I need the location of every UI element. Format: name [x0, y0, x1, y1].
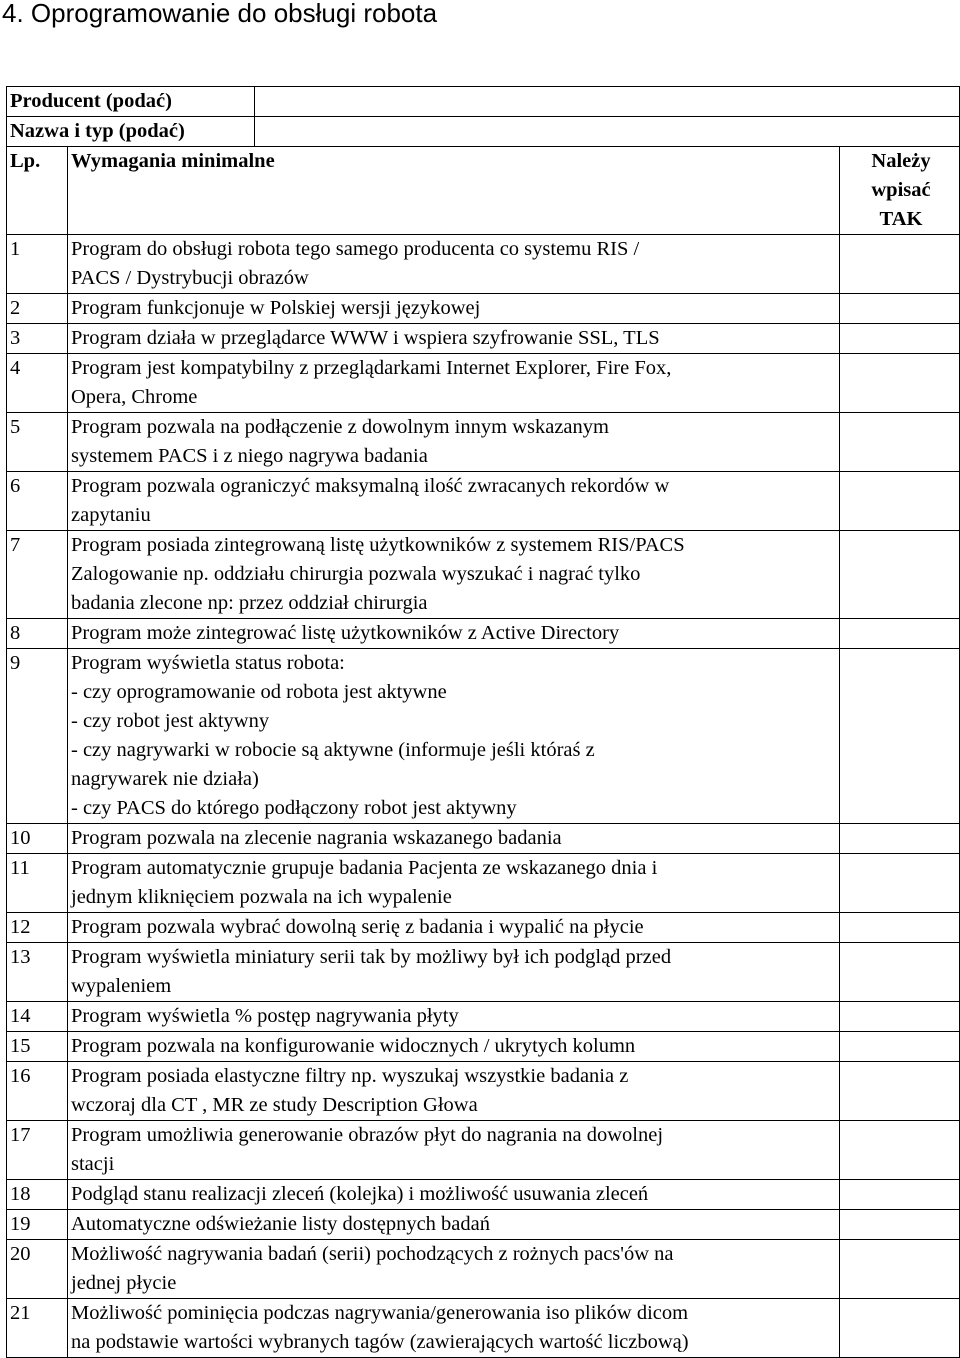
- table-row: [7, 1299, 960, 1358]
- requirement-line: jednym kliknięciem pozwala na ich wypalenie: [71, 886, 452, 908]
- name-type-value-cell[interactable]: [255, 117, 959, 146]
- row-number: 18: [7, 1180, 68, 1210]
- row-number: 6: [7, 472, 68, 531]
- row-number: 12: [7, 913, 68, 943]
- requirement-text: [68, 824, 840, 854]
- requirement-line: Program wyświetla miniatury serii tak by możliwy był ich podgląd przed: [71, 946, 672, 968]
- answer-cell[interactable]: [840, 943, 960, 1002]
- requirement-line: Program wyświetla % postęp nagrywania płyty: [71, 1005, 459, 1027]
- column-header-requirements: Wymagania minimalne: [68, 147, 840, 235]
- requirement-line: badania zlecone np: przez oddział chirurgia: [71, 592, 428, 614]
- requirement-line: stacji: [71, 1153, 115, 1175]
- row-number: 10: [7, 824, 68, 854]
- answer-cell[interactable]: [840, 413, 960, 472]
- answer-cell[interactable]: [840, 235, 960, 294]
- row-number: 16: [7, 1062, 68, 1121]
- answer-cell[interactable]: [840, 1180, 960, 1210]
- name-type-row-wrapper: [7, 117, 960, 147]
- table-row: [7, 649, 960, 824]
- producer-label: Producent (podać): [7, 87, 255, 116]
- answer-cell[interactable]: [840, 1002, 960, 1032]
- requirement-line: Program posiada elastyczne filtry np. wyszukaj wszystkie badania z: [71, 1065, 629, 1087]
- requirement-line: Program umożliwia generowanie obrazów płyt do nagrania na dowolnej: [71, 1124, 664, 1146]
- requirement-line: Program pozwala wybrać dowolną serię z badania i wypalić na płycie: [71, 916, 644, 938]
- answer-cell[interactable]: [840, 1240, 960, 1299]
- requirement-line: Program funkcjonuje w Polskiej wersji językowej: [71, 297, 481, 319]
- answer-cell[interactable]: [840, 531, 960, 619]
- answer-cell[interactable]: [840, 913, 960, 943]
- requirement-line: Zalogowanie np. oddziału chirurgia pozwala wyszukać i nagrać tylko: [71, 563, 641, 585]
- table-row: [7, 1180, 960, 1210]
- answer-cell[interactable]: [840, 472, 960, 531]
- table-row: [7, 1240, 960, 1299]
- requirements-table: [6, 86, 960, 1358]
- requirement-text: [68, 619, 840, 649]
- producer-row: [7, 87, 960, 117]
- requirement-text: [68, 235, 840, 294]
- answer-cell[interactable]: [840, 619, 960, 649]
- table-row: [7, 913, 960, 943]
- answer-cell[interactable]: [840, 1032, 960, 1062]
- requirement-line: Program może zintegrować listę użytkowników z Active Directory: [71, 622, 620, 644]
- answer-cell[interactable]: [840, 824, 960, 854]
- producer-row-layout: [7, 87, 959, 116]
- name-type-row: [7, 117, 960, 147]
- column-header-answer-line: wpisać: [871, 179, 931, 201]
- requirement-text: [68, 1121, 840, 1180]
- row-number: 21: [7, 1299, 68, 1358]
- answer-cell[interactable]: [840, 324, 960, 354]
- table-row: [7, 619, 960, 649]
- requirement-line: Program pozwala na podłączenie z dowolnym innym wskazanym: [71, 416, 609, 438]
- requirement-text: [68, 854, 840, 913]
- requirement-line: wczoraj dla CT , MR ze study Description Głowa: [71, 1094, 478, 1116]
- answer-cell[interactable]: [840, 854, 960, 913]
- producer-row-wrapper: [7, 87, 960, 117]
- answer-cell[interactable]: [840, 1299, 960, 1358]
- row-number: 13: [7, 943, 68, 1002]
- requirement-line: Program automatycznie grupuje badania Pacjenta ze wskazanego dnia i: [71, 857, 658, 879]
- requirement-line: wypaleniem: [71, 975, 172, 997]
- table-row: [7, 235, 960, 294]
- requirement-line: Program działa w przeglądarce WWW i wspiera szyfrowanie SSL, TLS: [71, 327, 660, 349]
- column-header-answer-line: TAK: [879, 208, 923, 230]
- table-row: [7, 354, 960, 413]
- answer-cell[interactable]: [840, 1210, 960, 1240]
- producer-value-cell[interactable]: [255, 87, 959, 116]
- row-number: 8: [7, 619, 68, 649]
- table-row: [7, 1121, 960, 1180]
- answer-cell[interactable]: [840, 354, 960, 413]
- table-row: [7, 1210, 960, 1240]
- requirements-table-body: [7, 87, 960, 1358]
- row-number: 11: [7, 854, 68, 913]
- requirement-line: PACS / Dystrybucji obrazów: [71, 267, 309, 289]
- requirement-line: Program do obsługi robota tego samego producenta co systemu RIS /: [71, 238, 640, 260]
- answer-cell[interactable]: [840, 649, 960, 824]
- requirement-line: Program pozwala na konfigurowanie widocznych / ukrytych kolumn: [71, 1035, 636, 1057]
- row-number: 17: [7, 1121, 68, 1180]
- column-header-lp: Lp.: [7, 147, 68, 235]
- column-header-row: [7, 147, 960, 235]
- requirement-line: na podstawie wartości wybranych tagów (zawierających wartość liczbową): [71, 1331, 689, 1353]
- requirement-text: [68, 1210, 840, 1240]
- requirement-text: [68, 413, 840, 472]
- requirement-line: - czy nagrywarki w robocie są aktywne (informuje jeśli któraś z: [71, 739, 595, 761]
- table-row: [7, 324, 960, 354]
- requirement-text: [68, 1032, 840, 1062]
- requirement-text: [68, 1062, 840, 1121]
- requirement-line: Automatyczne odświeżanie listy dostępnych badań: [71, 1213, 490, 1235]
- name-type-label: Nazwa i typ (podać): [7, 117, 255, 146]
- table-row: [7, 294, 960, 324]
- requirement-line: Opera, Chrome: [71, 386, 198, 408]
- row-number: 14: [7, 1002, 68, 1032]
- requirement-text: [68, 913, 840, 943]
- row-number: 5: [7, 413, 68, 472]
- requirement-text: [68, 354, 840, 413]
- answer-cell[interactable]: [840, 1121, 960, 1180]
- answer-cell[interactable]: [840, 294, 960, 324]
- row-number: 1: [7, 235, 68, 294]
- table-row: [7, 472, 960, 531]
- requirement-text: [68, 1180, 840, 1210]
- producer-row-layout: [7, 117, 959, 146]
- row-number: 9: [7, 649, 68, 824]
- requirement-text: [68, 531, 840, 619]
- row-number: 2: [7, 294, 68, 324]
- requirement-text: [68, 294, 840, 324]
- row-number: 4: [7, 354, 68, 413]
- requirement-line: zapytaniu: [71, 504, 151, 526]
- table-row: [7, 824, 960, 854]
- requirement-line: Program pozwala na zlecenie nagrania wskazanego badania: [71, 827, 562, 849]
- row-number: 7: [7, 531, 68, 619]
- column-header-answer-line: Należy: [871, 150, 931, 172]
- requirement-line: jednej płycie: [71, 1272, 177, 1294]
- table-row: [7, 1062, 960, 1121]
- requirement-line: Możliwość nagrywania badań (serii) pochodzących z rożnych pacs'ów na: [71, 1243, 674, 1265]
- requirement-text: [68, 649, 840, 824]
- row-number: 3: [7, 324, 68, 354]
- requirement-text: [68, 1240, 840, 1299]
- table-row: [7, 413, 960, 472]
- column-header-answer: [840, 147, 960, 235]
- row-number: 20: [7, 1240, 68, 1299]
- answer-cell[interactable]: [840, 1062, 960, 1121]
- requirement-line: - czy robot jest aktywny: [71, 710, 270, 732]
- requirement-text: [68, 1299, 840, 1358]
- requirement-line: Program wyświetla status robota:: [71, 652, 345, 674]
- requirement-line: Możliwość pominięcia podczas nagrywania/generowania iso plików dicom: [71, 1302, 689, 1324]
- requirement-line: - czy oprogramowanie od robota jest aktywne: [71, 681, 447, 703]
- requirement-line: Program posiada zintegrowaną listę użytkowników z systemem RIS/PACS: [71, 534, 685, 556]
- table-row: [7, 531, 960, 619]
- table-row: [7, 1002, 960, 1032]
- requirement-line: nagrywarek nie działa): [71, 768, 259, 790]
- table-row: [7, 854, 960, 913]
- row-number: 19: [7, 1210, 68, 1240]
- requirement-text: [68, 472, 840, 531]
- section-heading: 4. Oprogramowanie do obsługi robota: [2, 0, 438, 28]
- requirement-line: systemem PACS i z niego nagrywa badania: [71, 445, 428, 467]
- requirement-text: [68, 943, 840, 1002]
- requirement-text: [68, 324, 840, 354]
- row-number: 15: [7, 1032, 68, 1062]
- requirement-line: - czy PACS do którego podłączony robot jest aktywny: [71, 797, 517, 819]
- requirement-line: Podgląd stanu realizacji zleceń (kolejka) i możliwość usuwania zleceń: [71, 1183, 649, 1205]
- requirement-line: Program pozwala ograniczyć maksymalną ilość zwracanych rekordów w: [71, 475, 670, 497]
- table-row: [7, 943, 960, 1002]
- requirement-line: Program jest kompatybilny z przeglądarkami Internet Explorer, Fire Fox,: [71, 357, 672, 379]
- requirement-text: [68, 1002, 840, 1032]
- table-row: [7, 1032, 960, 1062]
